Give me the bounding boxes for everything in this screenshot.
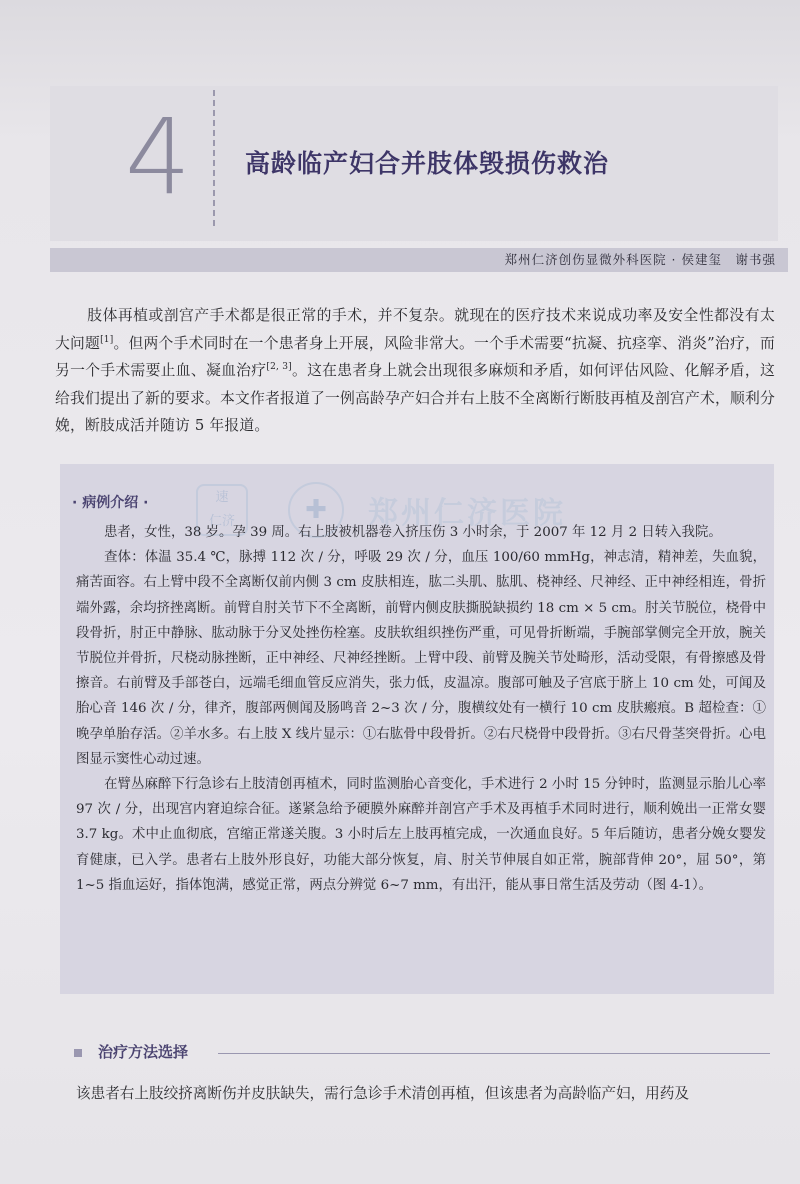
section-bullet-icon xyxy=(74,1049,82,1057)
section-heading: 治疗方法选择 xyxy=(98,1043,189,1061)
author-bar: 郑州仁济创伤显微外科医院 · 侯建玺 谢书强 xyxy=(50,248,788,272)
intro-text-2: 。但两个手术同时在一个患者身上开展，风险非常大。一个手术需要“抗凝、抗痉挛、消炎”治疗，而另一个手术需要止血、凝血治疗 xyxy=(55,334,775,379)
section-rule xyxy=(218,1053,770,1054)
case-body xyxy=(76,520,766,898)
intro-text-1: 肢体再植或剖宫产手术都是很正常的手术，并不复杂。就现在的医疗技术来说成功率及安全性都没有太大问题 xyxy=(55,307,775,352)
case-paragraph: 在臂丛麻醉下行急诊右上肢清创再植术，同时监测胎心音变化，手术进行 2 小时 15 分钟时，监测显示胎儿心率 97 次 / 分，出现宫内窘迫综合征。遂紧急给予硬膜外麻醉并剖宫产手术及再植手术同时进行，顺利娩出一正常女婴 3.7 kg。术中止血彻底，宫缩正常遂关腹。3 小时后左上肢再植完成，一次通血良好。5 年后随访，患者分娩女婴发育健康，已入学。患者右上肢外形良好，功能大部分恢复，肩、肘关节伸展自如正常，腕部背伸 20°，屈 50°，第 1~5 指血运好，指体饱满，感觉正常，两点分辨觉 6~7 mm，有出汗，能从事日常生活及劳动（图 4-1）。 xyxy=(76,777,766,893)
case-paragraph: 查体：体温 35.4 ℃，脉搏 112 次 / 分，呼吸 29 次 / 分，血压 100/60 mmHg，神志清，精神差，失血貌，痛苦面容。右上臂中段不全离断仅前内侧 3 cm 皮肤相连，肱二头肌、肱肌、桡神经、尺神经、正中神经相连，骨折端外露，余均挤挫离断。前臂自肘关节下不全离断，前臂内侧皮肤撕脱缺损约 18 cm × 5 cm。肘关节脱位，桡骨中段骨折，肘正中静脉、肱动脉于分叉处挫伤栓塞。皮肤软组织挫伤严重，可见骨折断端，手腕部掌侧完全开放，腕关节脱位并骨折，尺桡动脉挫断，正中神经、尺神经挫断。上臂中段、前臂及腕关节处畸形，活动受限，有骨擦感及骨擦音。右前臂及手部苍白，远端毛细血管反应消失，张力低，皮温凉。腹部可触及子宫底于脐上 10 cm 处，可闻及胎心音 146 次 / 分，律齐，腹部两侧闻及肠鸣音 2~3 次 / 分，腹横纹处有一横行 10 cm 皮肤瘢痕。B 超检查：①晚孕单胎存活。②羊水多。右上肢 X 线片显示：①右肱骨中段骨折。②右尺桡骨中段骨折。③右尺骨茎突骨折。心电图显示窦性心动过速。 xyxy=(76,550,766,767)
citation-2: [2, 3] xyxy=(266,362,292,372)
chapter-title: 高龄临产妇合并肢体毁损伤救治 xyxy=(245,149,610,178)
intro-text-3: 。这在患者身上就会出现很多麻烦和矛盾，如何评估风险、化解矛盾，这给我们提出了新的要求。本文作者报道了一例高龄孕产妇合并右上肢不全离断行断肢再植及剖宫产术，顺利分娩，断肢成活并随访 5 年报道。 xyxy=(55,362,775,434)
chapter-number: 4 xyxy=(124,96,192,218)
citation-1: [1] xyxy=(100,334,114,345)
watermark-text: 郑州仁济医院 xyxy=(368,496,566,531)
case-paragraph: 患者，女性，38 岁。孕 39 周。右上肢被机器卷入挤压伤 3 小时余，于 2007 年 12 月 2 日转入我院。 xyxy=(104,525,722,540)
header-divider xyxy=(213,90,215,226)
case-heading: · 病例介绍 · xyxy=(72,495,149,511)
intro-paragraph xyxy=(55,302,775,440)
watermark-logo-icon: 速 仁济 xyxy=(196,484,248,536)
hospital-emblem-icon: ✚ xyxy=(288,482,344,538)
section-paragraph: 该患者右上肢绞挤离断伤并皮肤缺失，需行急诊手术清创再植，但该患者为高龄临产妇，用药及 xyxy=(76,1085,689,1102)
